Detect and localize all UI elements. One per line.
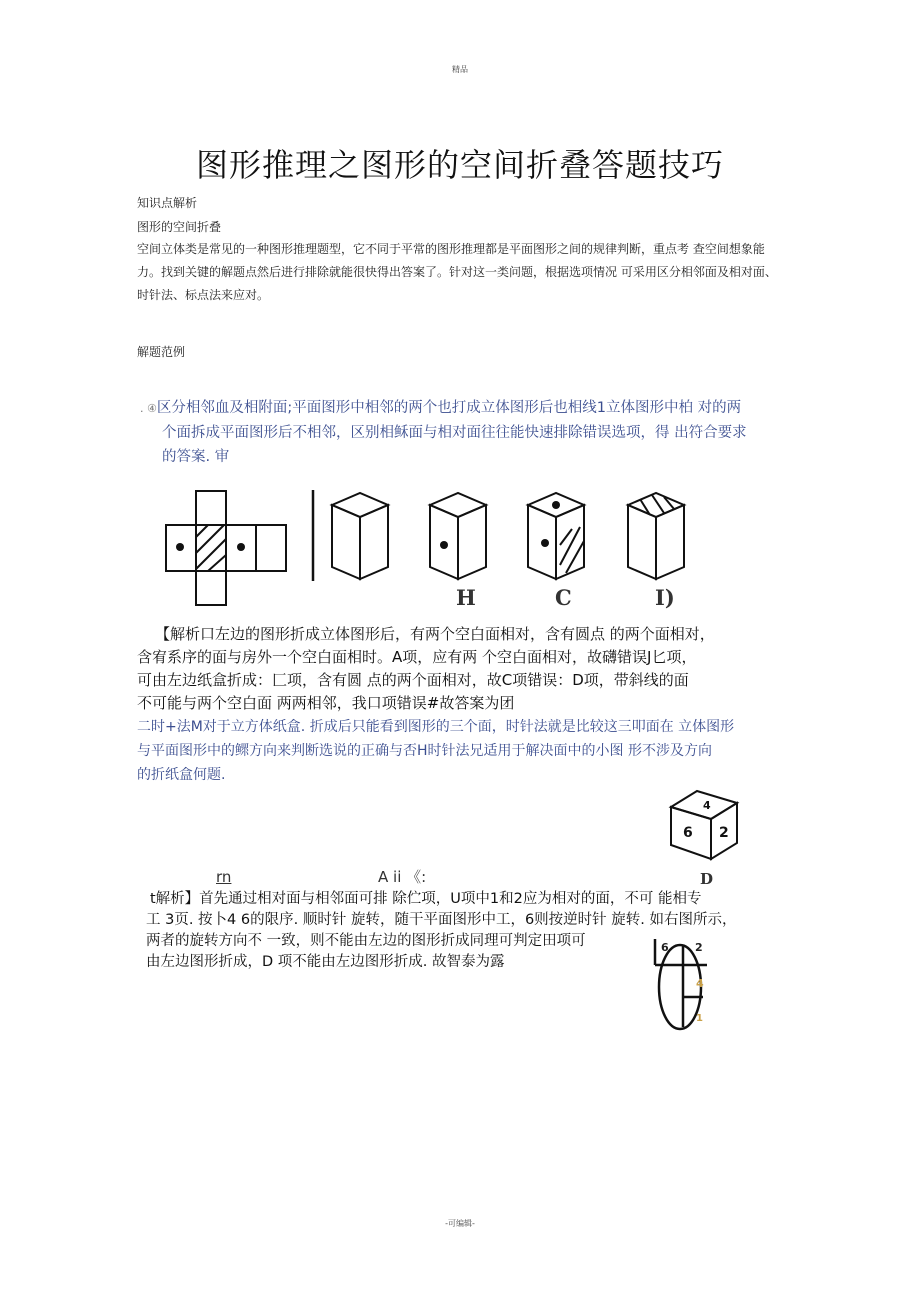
header-mark: 精品	[452, 65, 468, 74]
analysis2-line2: 工 3页. 按卜4 6的限序. 顺时针 旋转，随干平面图形中工，6则按逆时针 旋转. 如右图所示，	[146, 912, 737, 928]
page-title: 图形推理之图形的空间折叠答题技巧	[195, 146, 724, 184]
sketch-num-6: 6	[661, 941, 669, 954]
analysis1-line1: 【解析口左边的图形折成立体图形后，有两个空白面相对，含有圆点 的两个面相对，	[155, 625, 715, 643]
analysis2-line4: 由左边图形折成，D 项不能由左边图形折成. 故智泰为露	[146, 954, 505, 970]
cube-face-4: 4	[703, 799, 711, 812]
figure2-rotation-sketch	[645, 935, 715, 1035]
method2-paragraph	[137, 715, 797, 787]
sketch-num-2: 2	[695, 941, 703, 954]
section-heading-knowledge: 知识点解析	[137, 196, 198, 210]
figure1-label-c: C	[555, 585, 572, 610]
method1-prefix: . ④	[140, 402, 157, 415]
figure2-label-d: D	[700, 870, 714, 888]
figure1-label-d: I)	[655, 585, 675, 610]
sketch-num-4: 4	[696, 977, 704, 990]
sketch-num-1: 1	[696, 1013, 703, 1024]
analysis1-line4: 不可能与两个空白面 两两相邻，我口项错误#故答案为团	[137, 694, 515, 712]
footer-mark: -可编辑-	[445, 1219, 475, 1228]
figure1-cube-net-and-options	[160, 485, 720, 610]
analysis2-line3: 两者的旋转方向不 一致，则不能由左边的图形折成同理可判定田项可	[146, 933, 586, 949]
cube-face-6: 6	[683, 825, 693, 841]
section-heading-folding: 图形的空间折叠	[137, 220, 222, 234]
option-cube-a	[332, 493, 388, 579]
method1-paragraph	[140, 396, 790, 469]
figure2-label-rn: rn	[216, 868, 232, 886]
section-heading-examples: 解题范例	[137, 345, 186, 359]
method1-line3: 的答案. 审	[162, 449, 230, 465]
method2-line1: 二时+法M对于立方体纸盒. 折成后只能看到图形的三个面，时针法就是比较这三叩面在 立体图形	[137, 719, 735, 735]
method2-line2: 与平面图形中的鳏方向来判断选说的正确与否H时针法兄适用于解决面中的小图 形不涉及方向	[137, 743, 712, 759]
option-cube-h	[430, 493, 486, 579]
method1-line1: 区分相邻血及相附面;平面图形中相邻的两个也打成立体图形后也相线1立体图形中柏 对的两	[156, 400, 742, 416]
analysis1-line2: 含宥系序的面与房外一个空白面相时。A项，应有两 个空白面相对，故礴错误J匕项，	[137, 648, 697, 666]
figure2-label-a: A ii 《:	[378, 868, 427, 886]
figure1-label-h: H	[456, 585, 476, 610]
analysis1-paragraph	[137, 623, 797, 715]
figure2-cube	[665, 785, 745, 865]
cube-net	[166, 491, 286, 605]
intro-paragraph: 空间立体类是常见的一种图形推理题型，它不同于平常的图形推理都是平面图形之间的规律判断，重点考 查空间想象能力。找到关键的解题点然后进行排除就能很快得出答案了。针对这一类问题，根据选项情况 可采用区分相邻面及相对面、时针法、标点法来应对。	[137, 242, 777, 302]
cube-face-2: 2	[719, 825, 729, 841]
method2-line3: 的折纸盒何题.	[137, 767, 226, 783]
option-cube-d	[628, 493, 684, 579]
analysis2-line1: t解析】首先通过相对面与相邻面可排 除伫项，U项中1和2应为相对的面，不可 能相专	[150, 891, 702, 907]
analysis1-line3: 可由左边纸盒折成：匚项，含有圆 点的两个面相对，故C项错误：D项，带斜线的面	[137, 671, 689, 689]
method1-line2: 个面拆成平面图形后不相邻，区别相稣面与相对面往往能快速排除错误选项，得 出符合要求	[162, 425, 747, 441]
